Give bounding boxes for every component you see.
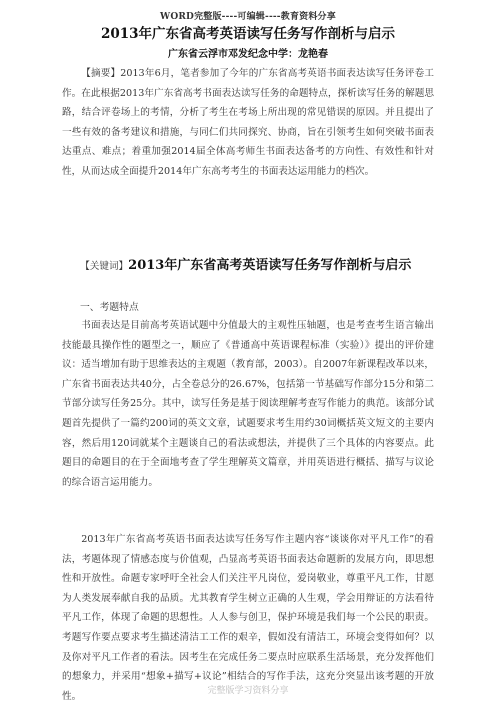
- keywords-text: 2013年广东省高考英语读写任务写作剖析与启示: [128, 258, 412, 273]
- page-footer: 完整版学习资料分享: [207, 686, 289, 696]
- author-line: 广东省云浮市邓发纪念中学：龙艳春: [168, 49, 328, 60]
- body-paragraph-1: 书面表达是目前高考英语试题中分值最大的主观性压轴题，也是考查考生语言输出技能最具操作性的题型之一，顺应了《普通高中英语课程标准（实验）》提出的评价建议：适当增加有助于思维表达的主观题（教育部，2003）。自2007年新课程改革以来，广东省书面表达共40分，占全卷总分的26.67%，包括第一节基础写作部分15分和第二节部分读写任务25分。其中，读写任务是基于阅读理解考查写作能力的典范。该部分试题首先提供了一篇约200词的英文文章，试题要求考生用约30词概括英文短文的主要内容，然后用120词就某个主题谈自己的看法或想法，并提供了三个具体的内容要点。此题目的命题目的在于全面地考查了学生理解英文篇章，并用英语进行概括、描写与议论的综合语言运用能力。: [62, 320, 434, 488]
- abstract-paragraph: 【摘要】2013年6月，笔者参加了今年的广东省高考英语书面表达读写任务评卷工作。在此根据2013年广东省高考书面表达读写任务的命题特点，探析读写任务的解题思路，结合评卷场上的考情，分析了考生在考场上所出现的常见错误的原因。并且提出了一些有效的备考建议和措施，与同仁们共同探究、协商，旨在引领考生如何突破书面表达重点、难点；着重加强2014届全体高考师生书面表达备考的方向性、有效性和针对性，从而达成全面提升2014年广东高考考生的书面表达运用能力的档次。: [62, 68, 434, 177]
- document-title: 2013年广东省高考英语读写任务写作剖析与启示: [100, 26, 396, 42]
- section-heading: 一、考题特点: [80, 302, 139, 313]
- body-paragraph-2: 2013年广东省高考英语书面表达读写任务写作主题内容“谈谈你对平凡工作”的看法，考题体现了情感态度与价值观，凸显高考英语书面表达命题新的发展方向，即思想性和开放性。命题专家呼吁全社会人们关注平凡岗位，爱岗敬业，尊重平凡工作，甘愿为人类发展奉献自我的品质。尤其教育学生树立正确的人生观，学会用辩证的方法看待平凡工作，体现了命题的思想性。人人参与创卫，保护环境是我们每一个公民的职责。考题写作要点要求考生描述清洁工工作的艰辛，假如没有清洁工，环境会变得如何？以及你对平凡工作者的看法。因考生在完成任务二要点时应联系生活场景，充分发挥他们的想象力，并采用“想象+描写+议论”相结合的写作手法，这充分突显出该考题的开放性。: [62, 534, 434, 702]
- page-header-banner: WORD完整版----可编辑----教育资料分享: [160, 12, 336, 22]
- keywords-line: [62, 255, 442, 277]
- keywords-label: 【关键词】: [80, 261, 129, 272]
